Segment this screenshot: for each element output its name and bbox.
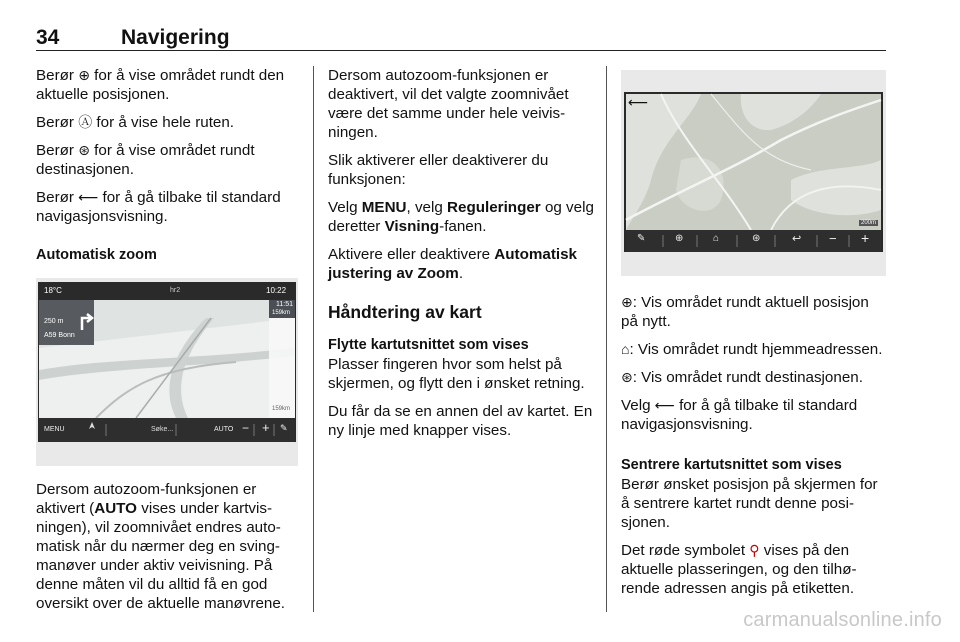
paragraph: Berør ønsket posisjon på skjermen for å sentrere kartet rundt denne posisjonen. [621, 476, 878, 531]
clock: 10:22 [266, 286, 287, 295]
page-header [36, 24, 886, 51]
station: hr2 [170, 287, 181, 294]
scale-value: 159km [272, 406, 291, 412]
turn-distance: 250 m [44, 318, 64, 325]
remaining-distance: 159km [272, 310, 291, 316]
back-arrow-icon: ⟵ [654, 397, 675, 413]
current-position-icon: ⊕ [78, 67, 90, 83]
section-heading: Automatisk zoom [36, 247, 157, 263]
zoom-out-button[interactable]: − [242, 421, 250, 435]
destination-icon[interactable]: ⊛ [752, 233, 761, 244]
eta: 11:51 [276, 301, 293, 308]
turn-road: A59 Bonn [44, 332, 75, 339]
paragraph: Berør ⟵ for å gå tilbake til standard navigasjonsvisning. [36, 189, 281, 225]
map-scale: 200m [861, 220, 877, 226]
paragraph: Berør ⊕ for å vise området rundt den aktuelle posisjonen. [36, 67, 285, 103]
zoom-out-button[interactable]: − [829, 231, 837, 246]
column-divider-1 [313, 66, 314, 612]
paragraph: Det røde symbolet ⚲ vises på den aktuelle plasseringen, og den tilhørende adressen angis på etiketten. [621, 542, 857, 597]
page-number: 34 [36, 26, 60, 49]
search-field[interactable]: Søke... [151, 426, 174, 433]
menu-button[interactable]: MENU [44, 426, 65, 433]
paragraph: Plasser fingeren hvor som helst på skjermen, og flytt den i ønsket retning. [328, 356, 585, 392]
zoom-in-button[interactable]: + [262, 420, 270, 435]
back-arrow-icon[interactable]: ⟵ [628, 94, 649, 110]
route-icon: Ⓐ [78, 114, 93, 130]
paragraph: Slik aktiverer eller deaktiverer du funksjonen: [328, 152, 549, 188]
destination-icon: ⊛ [621, 369, 633, 385]
subheading: Sentrere kartutsnittet som vises [621, 457, 842, 473]
home-icon: ⌂ [621, 341, 630, 357]
column-1-bottom [36, 480, 306, 613]
paragraph: ⊛: Vis området rundt destinasjonen. [621, 369, 863, 386]
home-icon[interactable]: ⌂ [713, 233, 720, 244]
paragraph: Dersom autozoom-funksjonen er aktivert (AUTO vises under kartvisningen), vil zoomnivået endres automatisk når du nærmer deg en svingmanøver under aktiv veivisning. På denne måten vil du alltid få en god oversikt over de aktuelle manøvrene. [36, 481, 286, 612]
paragraph: Berør Ⓐ for å vise hele ruten. [36, 114, 235, 131]
watermark: carmanualsonline.info [743, 609, 942, 631]
column-2 [328, 66, 594, 449]
page-title: Navigering [121, 26, 230, 49]
back-arrow-icon[interactable]: ↩ [792, 233, 802, 245]
column-1 [36, 66, 302, 274]
section-heading: Håndtering av kart [328, 302, 482, 322]
subheading: Flytte kartutsnittet som vises [328, 337, 529, 353]
paragraph: Velg ⟵ for å gå tilbake til standard navigasjonsvisning. [621, 397, 858, 433]
map-screenshot [621, 70, 886, 276]
paragraph: ⊕: Vis området rundt aktuell posisjon på nytt. [621, 294, 869, 330]
paragraph: ⌂: Vis området rundt hjemmeadressen. [621, 341, 883, 358]
paragraph: Aktivere eller deaktivere Automatisk justering av Zoom. [328, 246, 577, 282]
zoom-in-button[interactable]: + [861, 230, 870, 246]
paragraph: Dersom autozoom-funksjonen er deaktivert, vil det valgte zoomnivået være det samme under hele veivisningen. [328, 67, 569, 141]
back-arrow-icon: ⟵ [78, 189, 99, 205]
current-position-icon[interactable]: ⊕ [675, 233, 684, 244]
paragraph: Du får da se en annen del av kartet. En ny linje med knapper vises. [328, 403, 593, 439]
edit-icon[interactable]: ✎ [280, 423, 288, 433]
paragraph: Berør ⊛ for å vise området rundt destinasjonen. [36, 142, 255, 178]
edit-icon[interactable]: ✎ [637, 233, 646, 244]
navigation-screenshot-autozoom [36, 278, 298, 466]
column-3 [621, 293, 889, 607]
paragraph: Velg MENU, velg Reguleringer og velg deretter Visning-fanen. [328, 199, 594, 235]
red-pin-icon: ⚲ [749, 542, 760, 558]
auto-zoom-label: AUTO [214, 426, 234, 433]
current-position-icon: ⊕ [621, 294, 633, 310]
temperature: 18°C [44, 286, 62, 295]
column-divider-2 [606, 66, 607, 612]
destination-icon: ⊛ [78, 142, 90, 158]
